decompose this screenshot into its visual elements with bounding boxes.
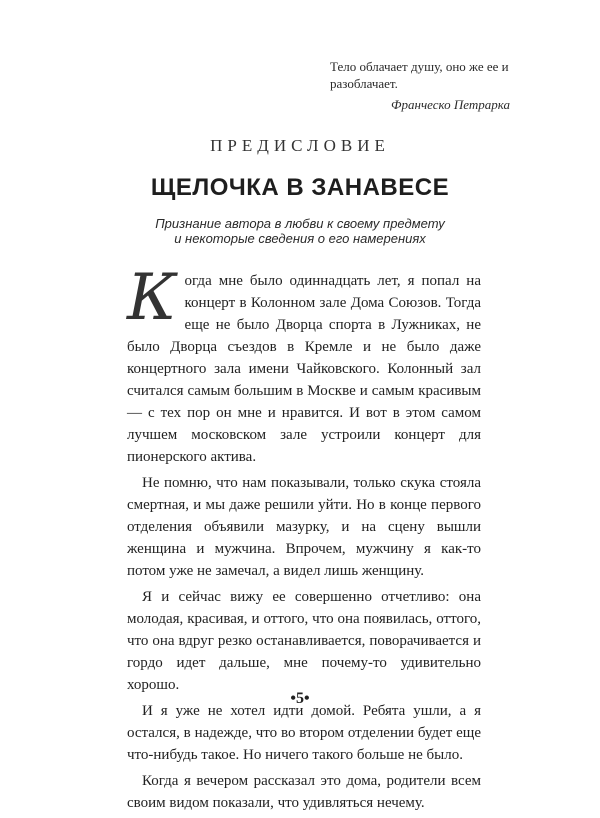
body-text (127, 261, 481, 818)
epigraph (330, 58, 510, 113)
paragraph-2: Не помню, что нам показывали, только скука стояла смертная, и мы даже решили уйти. Но в конце первого отделения объявили мазурку, и на сцену вышли женщина и мужчина. Впрочем, мужчину я как-то потом уже не замечал, а видел лишь женщину. (127, 475, 481, 579)
section-label: ПРЕДИСЛОВИЕ (210, 136, 390, 155)
page-number: •5• (290, 690, 310, 707)
chapter-subtitle (0, 216, 600, 246)
paragraph-3: Я и сейчас вижу ее совершенно отчетливо: она молодая, красивая, и оттого, что она появилась, оттого, что она вдруг резко останавливается, поворачивается и гордо идет дальше, мне почему-то удивительно хорошо. (127, 589, 481, 693)
subtitle-line-1: Признание автора в любви к своему предмету (155, 216, 445, 231)
chapter-title: ЩЕЛОЧКА В ЗАНАВЕСЕ (150, 174, 450, 201)
drop-cap: К (127, 261, 177, 335)
subtitle-line-2: и некоторые сведения о его намерениях (174, 231, 426, 246)
paragraph-1 (127, 261, 481, 468)
epigraph-author: Франческо Петрарка (391, 97, 510, 112)
paragraph-4: И я уже не хотел идти домой. Ребята ушли, а я остался, в надежде, что во втором отделении будет еще что-нибудь такое. Но ничего такого больше не было. (127, 703, 481, 763)
paragraph-5: Когда я вечером рассказал это дома, родители всем своим видом показали, что удивляться нечему. (127, 773, 481, 811)
paragraph-1-text: огда мне было одиннадцать лет, я попал на концерт в Колонном зале Дома Союзов. Тогда еще не было Дворца спорта в Лужниках, не было Дворца съездов в Кремле и не было даже концертного зала имени Чайковского. Колонный зал считался самым большим в Москве и самым красивым — с тех пор он мне и нравится. И вот в этом самом лучшем московском зале устроили концерт для пионерского актива. (127, 273, 481, 465)
epigraph-quote: Тело облачает душу, оно же ее и разоблачает. (330, 59, 509, 91)
